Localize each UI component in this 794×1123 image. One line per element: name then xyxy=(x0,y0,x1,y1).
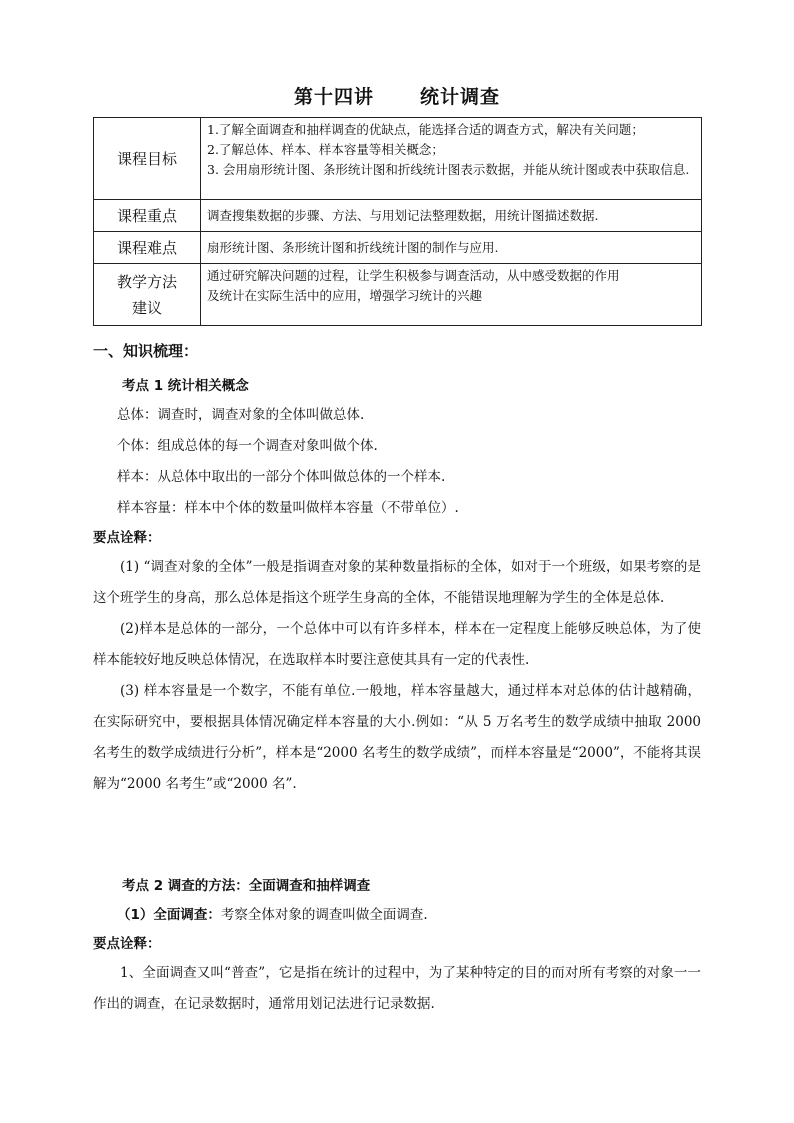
section-heading: 一、知识梳理： xyxy=(93,342,199,360)
row-label: 课程目标 xyxy=(94,118,201,200)
knowledge-point-1 xyxy=(93,372,701,800)
kp-heading: 考点 2 调查的方法：全面调查和抽样调查 xyxy=(122,878,371,894)
content-line: 2.了解总体、样本、样本容量等相关概念； xyxy=(207,142,444,157)
kp-heading: 考点 1 统计相关概念 xyxy=(122,378,249,394)
table-row xyxy=(94,118,702,200)
notes-title: 要点诠释： xyxy=(93,530,161,546)
row-label xyxy=(94,264,201,326)
notes-title: 要点诠释： xyxy=(93,936,161,952)
note-paragraph: (1) “调查对象的全体”一般是指调查对象的某种数量指标的全体，如对于一个班级，如果考察的是这个班学生的身高，那么总体是指这个班学生身高的全体，不能错误地理解为学生的全体是总体. xyxy=(93,559,701,606)
table-row xyxy=(94,200,702,232)
item-label: （1）全面调查： xyxy=(117,907,221,923)
content-line: 1.了解全面调查和抽样调查的优缺点，能选择合适的调查方式，解决有关问题； xyxy=(207,122,644,137)
row-label: 课程重点 xyxy=(94,200,201,232)
row-content xyxy=(201,200,702,232)
item-text: 考察全体对象的调查叫做全面调查. xyxy=(220,907,428,923)
content-line: 通过研究解决问题的过程，让学生积极参与调查活动，从中感受数据的作用 xyxy=(207,268,620,283)
knowledge-point-2 xyxy=(93,872,701,1020)
definition: 个体：组成总体的每一个调查对象叫做个体. xyxy=(117,438,378,454)
content-line: 调查搜集数据的步骤、方法、与用划记法整理数据，用统计图描述数据. xyxy=(207,207,599,223)
content-line: 及统计在实际生活中的应用，增强学习统计的兴趣 xyxy=(207,288,483,303)
row-label: 课程难点 xyxy=(94,232,201,264)
content-line: 扇形统计图、条形统计图和折线统计图的制作与应用. xyxy=(207,239,499,255)
label-line: 建议 xyxy=(131,298,162,317)
note-paragraph: (3) 样本容量是一个数字，不能有单位.一般地，样本容量越大，通过样本对总体的估计越精确，在实际研究中，要根据具体情况确定样本容量的大小.例如：“从 5 万名考生的数学成绩中抽取 2000 名考生的数学成绩进行分析”，样本是“2000 名考生的数学成绩”，而样本容量是“2000”，不能将其误解为“2000 名考生”或“2000 名”. xyxy=(93,683,701,792)
note-paragraph: 1、全面调查又叫“普查”，它是指在统计的过程中，为了某种特定的目的而对所有考察的对象一一作出的调查，在记录数据时，通常用划记法进行记录数据. xyxy=(93,965,701,1012)
lecture-topic: 统计调查 xyxy=(420,86,501,108)
definition: 样本：从总体中取出的一部分个体叫做总体的一个样本. xyxy=(117,469,446,485)
row-content xyxy=(201,118,702,200)
label-line: 教学方法 xyxy=(116,272,177,291)
row-content xyxy=(201,232,702,264)
note-paragraph: (2)样本是总体的一部分，一个总体中可以有许多样本，样本在一定程度上能够反映总体，为了使样本能较好地反映总体情况，在选取样本时要注意使其具有一定的代表性. xyxy=(93,621,701,668)
definition xyxy=(93,900,701,930)
page-title xyxy=(0,82,794,109)
lecture-number: 第十四讲 xyxy=(293,86,374,108)
content-line: 3. 会用扇形统计图、条形统计图和折线统计图表示数据，并能从统计图或表中获取信息. xyxy=(207,162,690,177)
definition: 总体：调查时，调查对象的全体叫做总体. xyxy=(117,407,365,423)
row-content xyxy=(201,264,702,326)
table-row xyxy=(94,264,702,326)
table-row xyxy=(94,232,702,264)
course-info-table xyxy=(93,117,702,326)
definition: 样本容量：样本中个体的数量叫做样本容量（不带单位）. xyxy=(117,500,459,516)
